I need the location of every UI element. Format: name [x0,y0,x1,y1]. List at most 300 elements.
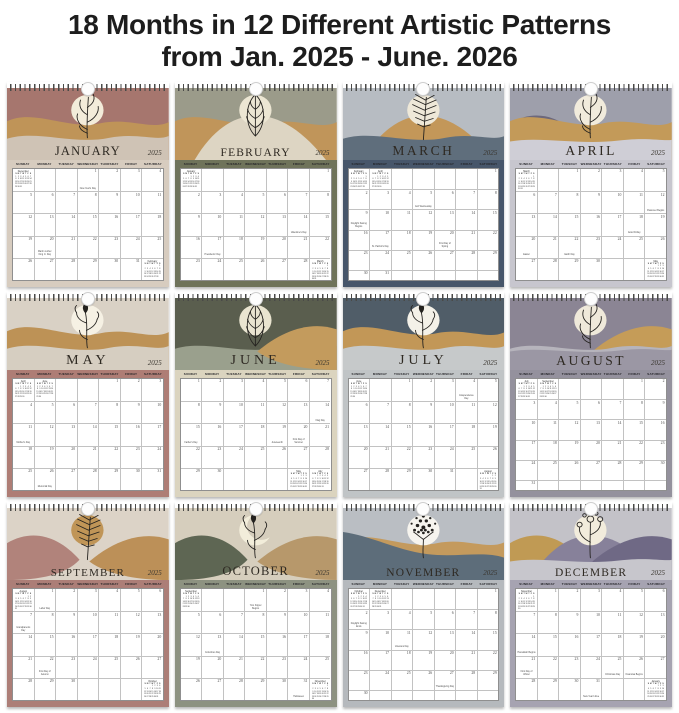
date-number: 13 [71,424,76,429]
date-cell [370,629,392,649]
mini-dow-label: T [20,173,22,176]
calendar-sheet [7,292,169,497]
date-cell [538,191,560,213]
mini-day: 1 [542,385,544,388]
date-number: 25 [406,671,411,676]
date-number: 30 [71,679,76,684]
date-cell [56,401,78,423]
date-cell [267,169,289,191]
mini-dow-label: T [322,473,324,476]
calendar-body [175,580,337,707]
header-art [7,298,169,370]
mini-day [365,606,367,609]
date-cell [538,169,560,191]
date-cell [13,213,35,235]
mini-day: 13 [321,690,324,693]
mini-calendar-title: January [186,169,196,173]
mini-day: 9 [377,598,379,601]
date-number: 29 [492,251,497,256]
mini-day [365,396,367,399]
year-label: 2025 [315,148,330,157]
mini-day: 16 [29,600,32,603]
mini-day: 31 [14,608,17,611]
mini-day: 17 [661,270,665,273]
mini-day: 27 [386,603,389,606]
date-cell [78,656,100,678]
mini-day: 19 [24,180,27,183]
mini-day: 28 [156,275,159,278]
mini-day: 14 [371,600,375,603]
mini-day: 31 [661,275,665,278]
date-cell [456,446,478,468]
weekday-header-row [12,161,164,168]
weekday-header-row [515,581,667,588]
mini-dow-label: S [29,173,32,176]
date-number: 20 [449,651,454,655]
date-number: 29 [195,469,200,474]
mini-day: 22 [158,273,161,276]
mini-day: 25 [357,393,360,396]
week-row [516,440,666,460]
date-number: 19 [428,651,433,655]
mini-day: 4 [647,267,649,270]
mini-day: 27 [27,183,30,186]
mini-day: 24 [379,603,382,606]
mini-day: 23 [144,275,147,278]
date-cell [35,446,57,468]
date-cell [288,611,310,633]
mini-day: 19 [384,600,387,603]
date-number: 19 [282,424,286,429]
holiday-label: St. Patrick's Day [371,246,389,249]
mini-day: 3 [147,267,149,270]
date-cell [559,169,581,191]
week-row [516,399,666,419]
holiday-label: Independence Day [459,394,474,400]
date-cell [99,446,121,468]
date-number: 20 [217,657,222,662]
mini-dow-label: M [314,473,317,476]
date-cell [456,468,478,490]
date-cell [456,589,478,609]
holiday-label: Daylight Saving Ends [350,623,367,628]
mini-day: 13 [386,598,389,601]
date-number: 2 [219,379,222,384]
mini-day: 11 [357,388,360,391]
date-number: 23 [195,259,200,264]
mini-dow-label: F [659,683,662,686]
mini-dow-label: T [41,383,43,386]
date-cell [56,633,78,655]
mini-dow-label: M [185,173,187,176]
mini-day: 5 [25,175,27,178]
weekday-label: SUNDAY [16,162,30,167]
date-number: 31 [449,469,454,474]
date-number: 22 [114,447,119,452]
mini-day: 4 [317,687,319,690]
mini-day: 29 [491,485,494,488]
weekday-label: TUESDAY [561,162,578,167]
date-cell [35,423,57,445]
mini-day: 12 [360,388,363,391]
mini-day: 6 [295,477,297,480]
mini-calendar-title: February [147,259,158,263]
date-cell [245,236,267,258]
mini-day: 9 [360,598,362,601]
date-cell [370,379,392,401]
mini-day: 16 [544,390,547,393]
weekday-label: FRIDAY [125,582,138,587]
mini-day: 23 [29,603,32,606]
mini-day: 1 [326,265,329,268]
weekday-label: SUNDAY [16,372,30,377]
header-art [175,298,337,370]
date-number: 4 [473,379,476,384]
date-cell [267,589,289,611]
date-number: 7 [619,400,622,405]
mini-day: 7 [17,388,19,391]
week-row [349,423,499,445]
date-number: 17 [385,231,390,235]
mini-day: 11 [27,388,30,391]
date-number: 4 [327,589,329,594]
mini-dow-label: S [15,383,17,386]
mini-dow-label: F [530,593,532,596]
date-number: 16 [217,424,222,429]
date-number: 14 [92,424,97,429]
date-number: 10 [449,402,454,407]
mini-calendar-days [182,596,199,609]
date-cell [392,446,414,468]
mini-day: 24 [352,185,355,188]
date-cell [349,468,371,490]
date-cell [121,401,143,423]
date-cell [142,236,163,258]
date-number: 30 [282,679,286,684]
mini-dow-label: S [533,593,535,596]
date-cell [516,656,538,678]
week-row [181,611,331,633]
mini-day: 19 [532,390,535,393]
mini-day [197,606,199,609]
date-cell [181,611,203,633]
mini-day: 26 [19,605,22,608]
date-number: 12 [639,612,643,617]
mini-day: 2 [312,687,314,690]
holiday-label: Daylight Saving Begins [350,223,367,228]
holiday-label: Good Friday [627,231,641,234]
mini-day: 28 [362,185,365,188]
mini-day: 20 [386,600,389,603]
mini-dow-label: T [528,383,530,386]
date-cell [267,446,289,468]
date-cell [99,379,121,401]
mini-day: 16 [518,603,521,606]
date-number: 7 [533,612,536,617]
date-cell [349,629,371,649]
mini-day: 1 [190,175,192,178]
date-cell [13,169,35,191]
date-number: 18 [325,634,329,639]
week-row [13,258,163,280]
mini-day: 3 [382,175,384,178]
mini-day: 6 [372,178,374,181]
date-number: 3 [219,192,222,197]
date-number: 31 [531,481,536,486]
date-number: 8 [494,190,497,195]
mini-dow-label: S [365,593,367,596]
mini-calendar-december [14,170,33,188]
mini-day: 3 [195,175,197,178]
weekday-label: SUNDAY [351,582,366,587]
mini-calendar-days [647,685,664,698]
date-number: 14 [28,634,33,639]
date-number: 5 [284,379,286,384]
mini-day: 8 [15,178,17,181]
date-cell [645,656,666,678]
weekday-label: TUESDAY [58,582,74,587]
mini-calendar-title: October [148,679,157,683]
mini-dow-label: W [319,263,322,266]
date-cell [645,191,666,213]
weekday-header-row [12,371,164,378]
mini-day: 29 [374,605,377,608]
date-number: 2 [137,379,140,384]
date-number: 26 [428,251,433,256]
mini-day: 18 [482,483,485,486]
mini-day: 21 [362,183,365,186]
mini-day: 29 [350,395,353,398]
date-cell [516,419,538,439]
year-label: 2025 [483,568,498,577]
date-number: 7 [473,610,476,615]
week-row [516,419,666,439]
mini-day [365,186,367,189]
date-number: 11 [239,214,243,219]
mini-day: 25 [197,183,200,186]
mini-calendar-june [36,380,55,398]
date-number: 13 [449,630,454,635]
mini-day: 2 [312,267,314,270]
mini-day: 27 [362,393,365,396]
mini-day: 16 [379,180,382,183]
holiday-label: Father's Day [184,441,198,444]
mini-day: 22 [532,603,535,606]
date-cell [349,169,371,189]
mini-dow-label: S [326,683,329,686]
mini-day: 11 [158,687,161,690]
mini-day: 22 [365,183,368,186]
date-number: 30 [363,271,368,276]
mini-day: 6 [312,477,314,480]
date-cell [310,213,331,235]
date-number: 17 [385,651,390,655]
calendar-september [7,502,169,707]
weekday-label: WEDNESDAY [245,372,267,377]
mini-day: 3 [662,685,664,688]
date-number: 22 [260,657,265,662]
mini-day: 7 [363,178,365,181]
mini-day: 19 [19,603,22,606]
date-number: 10 [239,402,243,407]
mini-day: 28 [365,393,368,396]
mini-day: 3 [15,598,17,601]
mini-day: 14 [17,390,20,393]
hang-hole [416,502,430,516]
date-cell [56,611,78,633]
mini-day: 16 [525,390,528,393]
mini-day: 7 [149,687,151,690]
date-cell [624,678,646,700]
mini-day: 27 [295,485,298,488]
date-cell [121,446,143,468]
mini-day: 18 [324,480,327,483]
mini-day: 26 [319,695,322,698]
mini-day: 30 [379,185,382,188]
mini-calendar-title: May [653,259,658,263]
mini-day: 3 [363,595,365,598]
mini-calendar-days [350,596,367,609]
date-number: 14 [617,420,622,425]
date-cell [267,401,289,423]
mini-dow-label: M [17,173,20,176]
mini-dow-label: T [523,593,525,596]
date-number: 13 [282,214,286,219]
mini-dow-label: S [350,383,353,386]
weekday-label: TUESDAY [393,372,410,377]
date-number: 3 [240,379,243,384]
date-cell [224,656,246,678]
mini-day: 2 [518,178,520,181]
weekday-label: WEDNESDAY [580,372,602,377]
mini-calendar-days [350,176,367,189]
mini-dow-label: M [314,263,317,266]
mini-day: 20 [554,390,557,393]
mini-dow-label: F [492,473,494,476]
mini-dow-label: S [51,383,53,386]
mini-day: 8 [365,178,367,181]
mini-dow-label: S [159,263,161,266]
date-cell [602,678,624,700]
title-line-1: 18 Months in 12 Different Artistic Patterns [67,9,612,40]
mini-day: 27 [185,185,188,188]
weekday-label: MONDAY [205,582,220,587]
date-cell [516,678,538,700]
date-number: 17 [617,214,622,219]
date-cell [245,423,267,445]
weekday-label: WEDNESDAY [412,162,434,167]
week-row [516,169,666,191]
date-number: 26 [195,679,200,684]
calendar-sheet [7,82,169,287]
mini-day: 21 [297,483,300,486]
mini-calendar-july [517,380,536,398]
holiday-label: Flag Day [315,419,325,422]
week-row [181,678,331,700]
holiday-label: Earth Day [564,254,575,257]
mini-day: 7 [25,598,27,601]
mini-day: 15 [657,270,660,273]
mini-day: 7 [365,385,367,388]
mini-dow-label: F [302,473,305,476]
mini-dow-label: T [187,593,190,596]
mini-day: 12 [649,270,652,273]
date-cell [245,401,267,423]
weekday-label: FRIDAY [292,372,306,377]
mini-day: 5 [384,595,386,598]
mini-day: 25 [530,393,533,396]
date-cell [435,423,457,445]
mini-day: 5 [293,477,295,480]
mini-day: 19 [525,183,528,186]
date-number: 6 [451,190,454,195]
mini-day: 30 [38,395,41,398]
mini-day: 17 [321,480,324,483]
holiday-label: Columbus Day [205,651,221,654]
date-grid [180,168,332,281]
mini-day: 6 [487,477,489,480]
date-number: 4 [408,610,411,615]
mini-dow-label: T [317,263,319,266]
date-number: 9 [116,192,119,197]
mini-day [324,695,329,701]
mini-dow-label: T [355,593,357,596]
mini-day: 18 [530,390,533,393]
date-cell [624,611,646,633]
date-grid [180,588,332,701]
mini-day: 6 [22,598,24,601]
date-number: 7 [473,190,476,195]
date-number: 20 [660,634,665,639]
date-cell [392,589,414,609]
mini-day: 23 [350,185,353,188]
mini-day: 10 [546,388,550,391]
mini-day: 31 [194,185,197,188]
mini-day: 6 [528,178,530,181]
mini-day: 26 [182,185,185,188]
date-number: 21 [531,657,536,662]
mini-day: 16 [319,480,322,483]
mini-day: 5 [30,385,32,388]
mini-day: 19 [326,480,329,483]
date-number: 25 [239,259,243,264]
mini-day: 20 [527,603,530,606]
date-cell [349,250,371,270]
date-cell [99,468,121,490]
mini-day: 11 [523,180,526,183]
mini-calendar-january [646,680,665,698]
mini-calendar-days [518,386,535,399]
date-cell [78,258,100,280]
mini-dow-label: T [549,383,552,386]
date-number: 27 [449,251,454,256]
mini-day: 26 [194,603,197,606]
date-cell [478,169,499,189]
date-grid [348,588,500,701]
mini-day: 21 [520,393,523,396]
date-cell [99,213,121,235]
date-cell [624,169,646,191]
date-cell [56,446,78,468]
mini-day: 14 [148,690,152,693]
mini-day: 28 [187,185,190,188]
date-number: 5 [430,190,433,195]
mini-calendar-title: March [316,259,324,263]
date-number: 28 [617,461,622,466]
mini-day: 29 [27,605,30,608]
weekday-label: SATURDAY [479,162,498,167]
date-cell [624,191,646,213]
